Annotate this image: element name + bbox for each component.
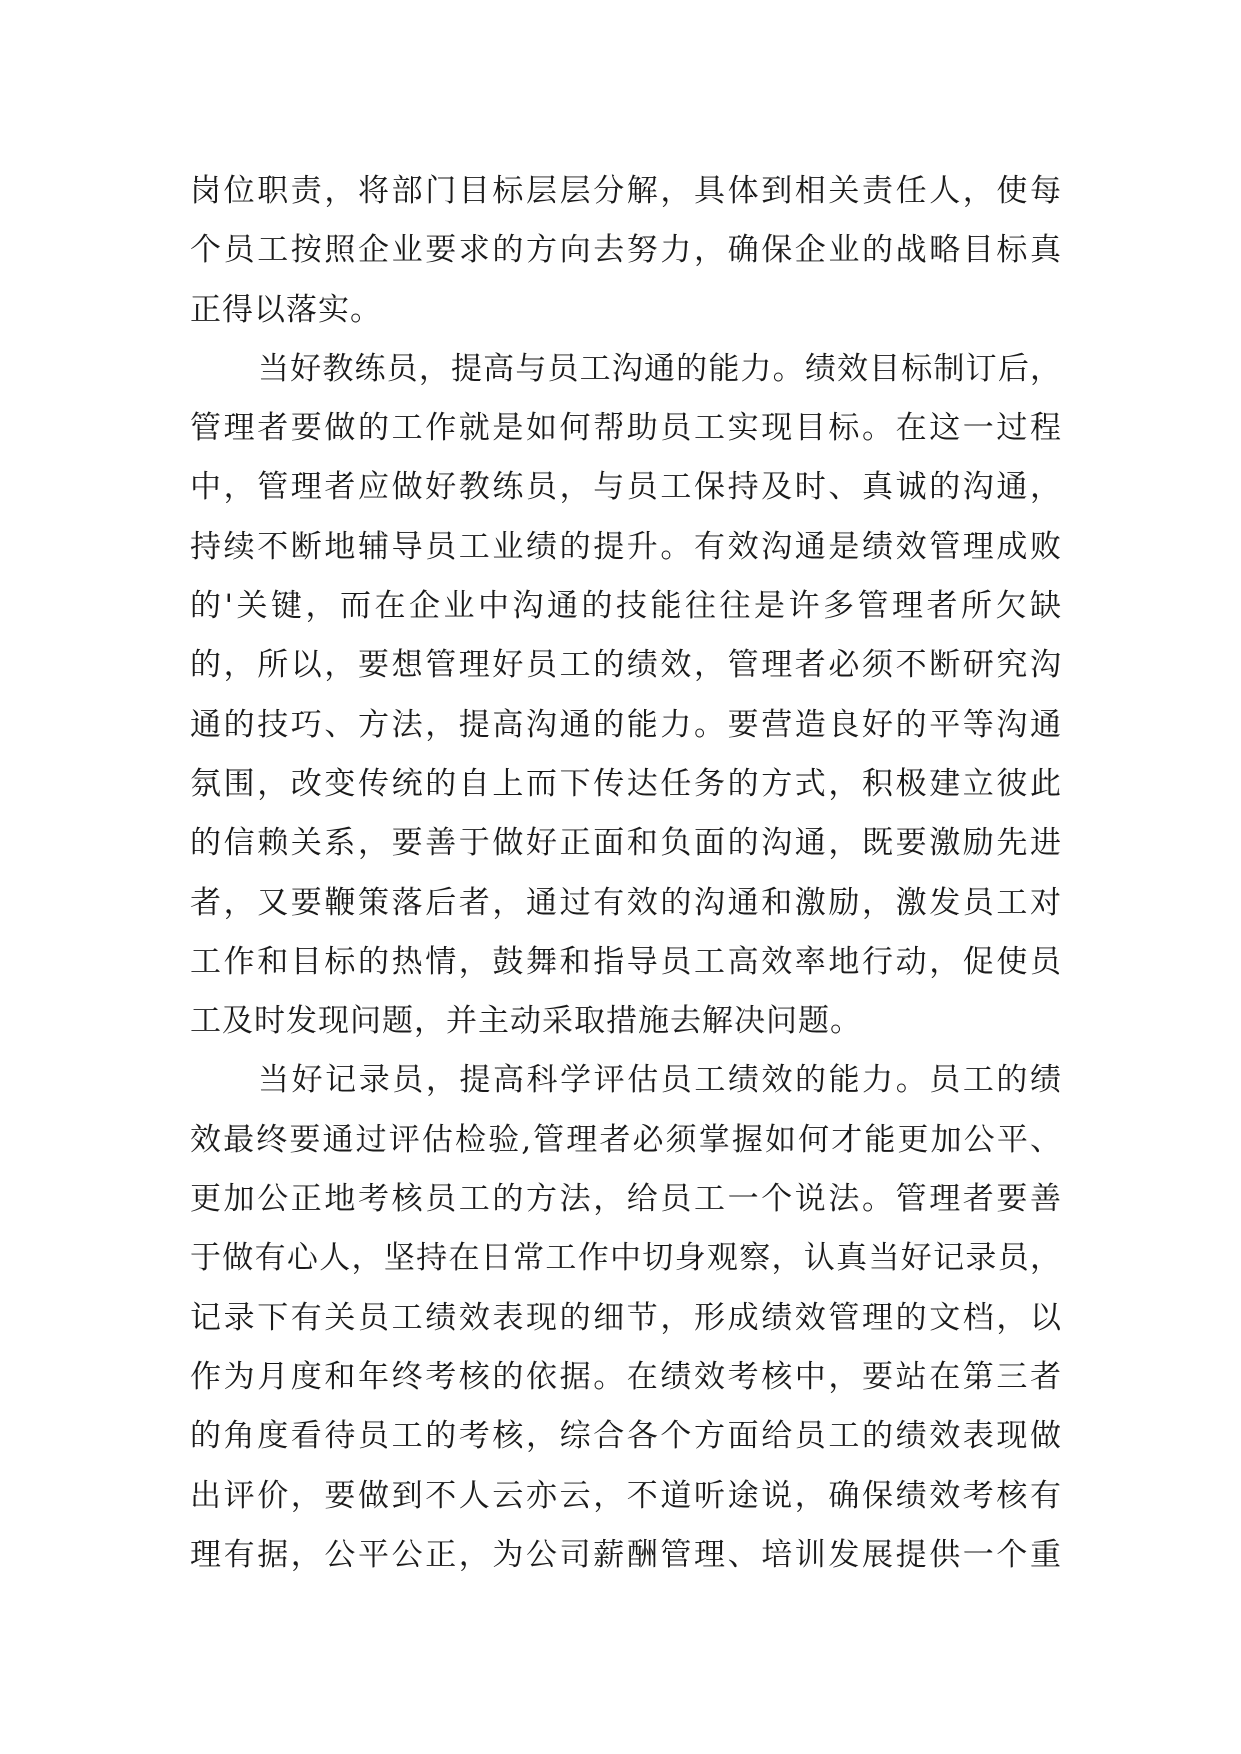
text-line: 氛围，改变传统的自上而下传达任务的方式，积极建立彼此 (190, 765, 1062, 802)
text-line: 者，又要鞭策落后者，通过有效的沟通和激励，激发员工对 (190, 884, 1062, 921)
body-text (190, 162, 1062, 1585)
text-line: 工作和目标的热情，鼓舞和指导员工高效率地行动，促使员 (190, 943, 1062, 980)
text-line: 理有据，公平公正，为公司薪酬管理、培训发展提供一个重 (190, 1536, 1062, 1573)
text-line: 中，管理者应做好教练员，与员工保持及时、真诚的沟通， (190, 469, 1062, 506)
text-line: 更加公正地考核员工的方法，给员工一个说法。管理者要善 (190, 1181, 1062, 1218)
text-line: 效最终要通过评估检验,管理者必须掌握如何才能更加公平、 (190, 1121, 1062, 1158)
text-line: 的信赖关系，要善于做好正面和负面的沟通，既要激励先进 (190, 825, 1062, 862)
text-line: 个员工按照企业要求的方向去努力，确保企业的战略目标真 (190, 232, 1062, 269)
text-line: 岗位职责，将部门目标层层分解，具体到相关责任人，使每 (190, 173, 1062, 209)
text-line: 持续不断地辅导员工业绩的提升。有效沟通是绩效管理成败 (190, 528, 1062, 565)
text-line: 的，所以，要想管理好员工的绩效，管理者必须不断研究沟 (190, 647, 1062, 684)
text-line: 于做有心人，坚持在日常工作中切身观察，认真当好记录员， (190, 1240, 1062, 1277)
text-line: 正得以落实。 (190, 291, 382, 328)
text-line: 出评价，要做到不人云亦云，不道听途说，确保绩效考核有 (190, 1477, 1062, 1514)
text-line: 工及时发现问题，并主动采取措施去解决问题。 (190, 1003, 862, 1040)
text-line: 管理者要做的工作就是如何帮助员工实现目标。在这一过程 (190, 410, 1062, 447)
text-line: 记录下有关员工绩效表现的细节，形成绩效管理的文档，以 (190, 1299, 1062, 1336)
text-line: 的'关键，而在企业中沟通的技能往往是许多管理者所欠缺 (190, 588, 1062, 625)
text-line: 作为月度和年终考核的依据。在绩效考核中，要站在第三者 (190, 1358, 1062, 1395)
text-line: 当好教练员，提高与员工沟通的能力。绩效目标制订后， (258, 350, 1062, 387)
text-line: 的角度看待员工的考核，综合各个方面给员工的绩效表现做 (190, 1418, 1062, 1455)
text-line: 当好记录员，提高科学评估员工绩效的能力。员工的绩 (258, 1062, 1062, 1099)
text-line: 通的技巧、方法，提高沟通的能力。要营造良好的平等沟通 (190, 706, 1062, 743)
